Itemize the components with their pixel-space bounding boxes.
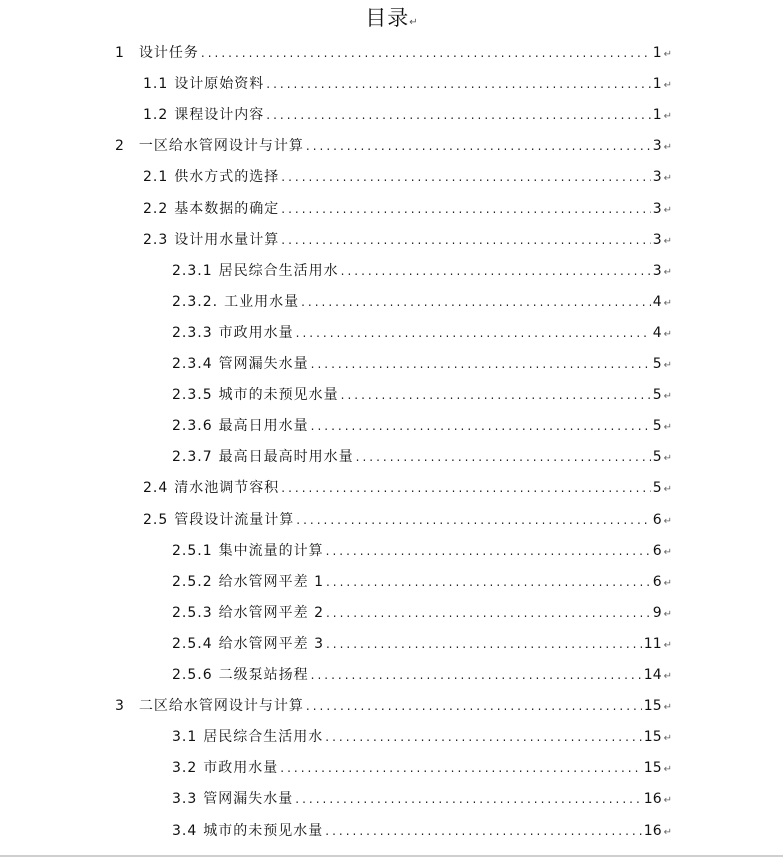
dot-leader [280,756,642,780]
toc-entry-number: 2.2 [143,200,169,217]
paragraph-mark-icon: ↵ [409,17,418,28]
paragraph-mark-icon: ↵ [663,49,672,60]
toc-entry-number: 2.5 [143,511,169,528]
toc-entry[interactable] [143,508,672,532]
toc-entry-page-number: 5 [652,387,662,404]
toc-entry-label: 二级泵站扬程 [218,667,309,683]
toc-entry-label: 设计任务 [138,45,199,61]
toc-entry-number: 2.5.3 [172,604,213,621]
toc-entry-label: 居民综合生活用水 [218,262,339,279]
dot-leader [311,352,651,376]
toc-entry-page-number: 5 [652,356,662,372]
paragraph-mark-icon: ↵ [663,608,672,620]
toc-entry-label: 市政用水量 [203,760,279,777]
toc-entry-label: 城市的未预见水量 [203,822,324,839]
paragraph-mark-icon: ↵ [663,484,672,496]
toc-entry-label: 给水管网平差 1 [218,573,324,590]
toc-entry-number: 1 [115,45,125,61]
toc-entry[interactable] [143,197,672,221]
dot-leader [341,383,651,407]
title-text: 目录 [365,6,410,30]
toc-entry-number: 1.2 [143,107,169,124]
dot-leader [341,259,651,283]
toc-entry-page-number: 14 [643,667,662,683]
toc-entry-number: 3.4 [172,822,198,839]
toc-entry-number: 2 [115,138,125,155]
toc-entry[interactable] [172,259,672,283]
toc-entry-label: 集中流量的计算 [218,542,324,559]
toc-entry-page-number: 15 [643,760,662,777]
toc-entry-page-number: 15 [643,698,662,715]
dot-leader [301,290,651,314]
dot-leader [266,72,650,96]
toc-entry-number: 2.3.2. [172,293,219,310]
toc-entry[interactable] [172,632,672,656]
toc-entry-number: 3 [115,698,125,715]
paragraph-mark-icon: ↵ [663,204,672,216]
toc-entry-page-number: 1 [652,76,662,93]
toc-entry-label: 城市的未预见水量 [218,387,339,404]
toc-entry[interactable] [172,414,672,438]
paragraph-mark-icon: ↵ [663,422,672,434]
toc-entry[interactable] [143,103,672,127]
toc-entry-page-number: 3 [652,169,662,186]
dot-leader [296,321,651,345]
toc-entry-page-number: 11 [643,635,662,652]
toc-entry-label: 设计用水量计算 [174,231,280,248]
dot-leader [281,197,650,221]
toc-entry-page-number: 3 [652,262,662,279]
toc-entry-label: 最高日用水量 [218,418,309,435]
paragraph-mark-icon: ↵ [663,173,672,185]
toc-entry[interactable] [172,539,672,563]
toc-entry-number: 2.5.1 [172,542,213,559]
toc-entry-page-number: 6 [652,542,662,559]
toc-entry-label: 管网漏失水量 [218,356,309,372]
toc-entry[interactable] [115,134,672,158]
toc-entry-label: 基本数据的确定 [174,200,280,217]
toc-entry-page-number: 15 [643,729,662,746]
toc-entry[interactable] [143,476,672,500]
toc-entry-label: 设计原始资料 [174,76,265,93]
toc-entry-label: 居民综合生活用水 [203,729,324,746]
paragraph-mark-icon: ↵ [663,546,672,558]
toc-entry-number: 2.1 [143,169,169,186]
toc-entry-label: 管网漏失水量 [203,791,294,808]
paragraph-mark-icon: ↵ [663,142,672,154]
dot-leader [356,445,651,469]
toc-entry-page-number: 5 [652,480,662,497]
toc-entry-label: 供水方式的选择 [174,169,280,186]
dot-leader [306,694,642,718]
toc-entry[interactable] [115,694,672,718]
dot-leader [281,476,650,500]
paragraph-mark-icon: ↵ [663,453,672,465]
dot-leader [295,787,642,811]
toc-entry-page-number: 6 [652,511,662,528]
dot-leader [326,601,651,625]
toc-entry-number: 2.3.5 [172,387,213,404]
toc-entry-number: 2.3.6 [172,418,213,435]
toc-entry-label: 课程设计内容 [174,107,265,124]
toc-entry[interactable] [172,663,672,687]
paragraph-mark-icon: ↵ [663,671,672,682]
toc-entry-page-number: 1 [652,45,662,61]
dot-leader [311,414,651,438]
toc-entry-page-number: 3 [652,200,662,217]
dot-leader [266,103,650,127]
toc-entry-number: 2.3.3 [172,324,213,341]
toc-entry-label: 市政用水量 [218,324,294,341]
toc-entry-page-number: 4 [652,324,662,341]
toc-entry-label: 给水管网平差 2 [218,604,324,621]
toc-entry[interactable] [143,228,672,252]
dot-leader [326,539,651,563]
toc-entry-label: 清水池调节容积 [174,480,280,497]
paragraph-mark-icon: ↵ [663,360,672,371]
paragraph-mark-icon: ↵ [663,297,672,309]
paragraph-mark-icon: ↵ [663,733,672,745]
dot-leader [326,570,651,594]
toc-entry-number: 3.2 [172,760,198,777]
toc-entry-number: 2.5.2 [172,573,213,590]
toc-entry-page-number: 9 [652,604,662,621]
toc-entry[interactable] [115,41,672,65]
toc-entry[interactable] [172,601,672,625]
toc-entry[interactable] [143,165,672,189]
toc-entry-label: 给水管网平差 3 [218,635,324,652]
toc-entry-number: 2.3.4 [172,356,213,372]
toc-entry-page-number: 1 [652,107,662,124]
toc-entry[interactable] [172,445,672,469]
paragraph-mark-icon: ↵ [663,235,672,247]
paragraph-mark-icon: ↵ [663,328,672,340]
toc-entry-label: 最高日最高时用水量 [218,449,354,466]
paragraph-mark-icon: ↵ [663,266,672,278]
toc-entry[interactable] [172,819,672,843]
toc-entry-number: 3.1 [172,729,198,746]
toc-entry-label: 一区给水管网设计与计算 [138,138,304,155]
toc-entry-number: 2.5.6 [172,667,213,683]
toc-entry-page-number: 6 [652,573,662,590]
toc-entry-label: 管段设计流量计算 [174,511,295,528]
toc-entry[interactable] [172,321,672,345]
toc-entry[interactable] [172,570,672,594]
dot-leader [296,508,650,532]
dot-leader [201,41,651,65]
paragraph-mark-icon: ↵ [663,764,672,776]
toc-entry-label: 二区给水管网设计与计算 [138,698,304,715]
dot-leader [281,165,650,189]
toc-entry-page-number: 3 [652,231,662,248]
dot-leader [325,725,642,749]
page-title [0,4,783,37]
paragraph-mark-icon: ↵ [663,577,672,589]
toc-entry[interactable] [172,290,672,314]
toc-entry-page-number: 5 [652,449,662,466]
paragraph-mark-icon: ↵ [663,111,672,123]
dot-leader [281,228,650,252]
toc-entry-page-number: 5 [652,418,662,435]
toc-entry-number: 1.1 [143,76,169,93]
paragraph-mark-icon: ↵ [663,515,672,527]
paragraph-mark-icon: ↵ [663,80,672,92]
paragraph-mark-icon: ↵ [663,826,672,838]
toc-entry-number: 2.5.4 [172,635,213,652]
toc-entry[interactable] [172,352,672,376]
dot-leader [325,819,642,843]
toc-entry-number: 2.3.1 [172,262,213,279]
toc-entry[interactable] [172,725,672,749]
toc-entry-page-number: 4 [652,293,662,310]
toc-entry-number: 2.3 [143,231,169,248]
toc-entry-number: 2.3.7 [172,449,213,466]
paragraph-mark-icon: ↵ [663,795,672,807]
toc-entry-number: 3.3 [172,791,198,808]
paragraph-mark-icon: ↵ [663,639,672,651]
toc-entry[interactable] [143,72,672,96]
toc-entry-page-number: 3 [652,138,662,155]
toc-entry[interactable] [172,383,672,407]
toc-entry-page-number: 16 [643,822,662,839]
dot-leader [306,134,651,158]
paragraph-mark-icon: ↵ [663,391,672,403]
toc-entry-label: 工业用水量 [224,293,300,310]
toc-entry-number: 2.4 [143,480,169,497]
toc-entry[interactable] [172,756,672,780]
toc-entry[interactable] [172,787,672,811]
toc-entry-page-number: 16 [643,791,662,808]
dot-leader [326,632,642,656]
dot-leader [311,663,642,687]
paragraph-mark-icon: ↵ [663,702,672,714]
